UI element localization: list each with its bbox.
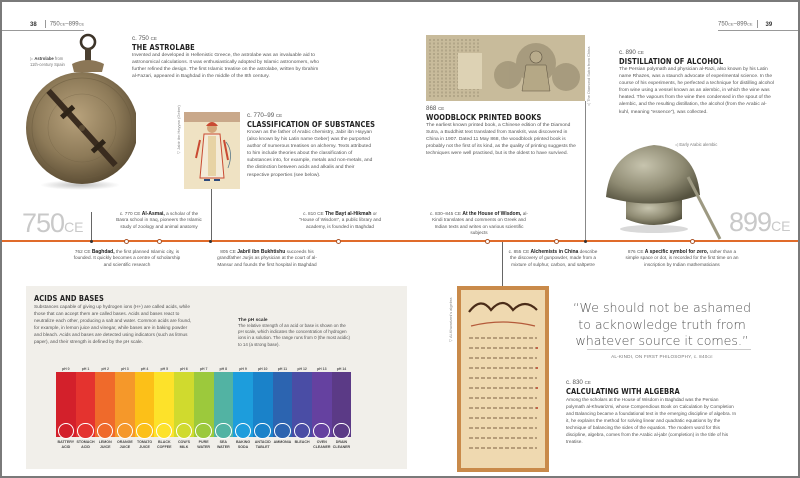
article-date	[132, 35, 320, 42]
event-title: Al-Asmai,	[141, 211, 165, 217]
timeline-event	[72, 249, 182, 268]
timeline-connector	[502, 242, 503, 286]
ph-substance-name: COW'S MILK	[177, 440, 190, 449]
timeline-dot	[485, 239, 490, 244]
timeline-event	[624, 249, 740, 268]
ph-bar	[253, 372, 273, 437]
ph-substance-name: ORANGE JUICE	[117, 440, 133, 449]
article-algebra	[566, 379, 738, 445]
event-text: or "House of Wisdom", a public library and academy, is founded in Baghdad	[298, 211, 382, 229]
ph-label: pH 8	[219, 367, 228, 371]
article-title: CALCULATING WITH ALGEBRA	[566, 386, 680, 396]
timeline-event	[507, 249, 599, 268]
alembic-caption: ◁ Early Arabic alembic	[675, 142, 718, 147]
ph-body: The relative strength of an acid or base is shown on the pH scale, which indicates the concentration of hydrogen ions in a solution. The range runs from 0 (the most acidic) to 14 (a strong base).	[238, 323, 350, 347]
date-value: 868	[426, 105, 437, 112]
ph-bar	[115, 372, 135, 437]
ph-substance-name: SEA WATER	[216, 440, 230, 449]
ph-label: pH 3	[121, 367, 129, 371]
timeline-event	[426, 211, 532, 236]
ph-label: pH 0	[62, 367, 70, 371]
ph-label: pH 1	[81, 367, 90, 371]
event-text: the first planned Islamic city, is founded. It quickly becomes a centre of scholarship and scientific research	[73, 249, 181, 267]
timeline-marker	[584, 240, 587, 243]
folio-range-to: –899	[733, 21, 747, 28]
article-title: WOODBLOCK PRINTED BOOKS	[426, 112, 542, 122]
alembic-image	[596, 137, 726, 247]
ph-bar	[214, 372, 234, 437]
article-body: The Persian polymath and physician al-Razi, also known by his Latin name Rhazes, was a staunch advocate of experimental science. In the course of his experiments, he perfected a technique for distilling alcohol from wine using a vessel known as an alembic, in which the wine was heated. The vapours from the wine then condensed in the spout of the alembic, and the resulting distillation, the alcohol (from the Arabic al-kuhl, meaning "essence"), was collected.	[619, 67, 774, 115]
stomach-icon	[77, 423, 94, 440]
timeline-end-year	[729, 207, 791, 238]
ph-label: pH 4	[140, 367, 149, 371]
page-number-right: 39	[765, 21, 773, 28]
article-title: DISTILLATION OF ALCOHOL	[619, 56, 724, 66]
timeline-event	[298, 211, 382, 230]
event-date: c. 770 CE	[119, 211, 141, 216]
ph-title: The pH scale	[238, 318, 268, 323]
ph-label: pH 7	[199, 367, 208, 371]
date-era: CE	[438, 106, 445, 111]
article-body: The earliest known printed book, a Chinese edition of the Diamond Sutra, a Buddhist text translated from Sanskrit, was discovered in China in 1907. Dated 11 May 868, the woodblock printed book is probably not the first of its kind, as the quality of printing suggests the techniques were well practised, but is the oldest to have survived.	[426, 123, 576, 157]
ph-bar	[194, 372, 214, 437]
date-value: c. 830	[566, 379, 583, 386]
folio-right	[718, 20, 776, 28]
al-khwarizmi-manuscript-image	[457, 286, 549, 472]
timeline-line	[2, 240, 798, 242]
timeline-dot	[690, 239, 695, 244]
caption-bold: Astrolabe	[34, 56, 54, 61]
article-date	[426, 105, 576, 112]
year-value: 899	[729, 207, 772, 237]
folio-range-left: 750	[49, 21, 60, 28]
article-date	[566, 379, 738, 386]
ph-substance-name: BLACK COFFEE	[156, 440, 172, 449]
ph-substance-name: BAKING SODA	[235, 440, 251, 449]
ph-label: pH 12	[297, 367, 307, 371]
orange-icon	[117, 423, 134, 440]
event-date: c. 830–845 CE	[430, 211, 462, 216]
event-text: al-Kindi translates and comments on Greek and Indian texts and writes on various scientific subjects	[432, 211, 528, 235]
oven-icon	[313, 423, 330, 440]
folio-range-to: –899	[65, 21, 79, 28]
date-era: CE	[637, 50, 644, 55]
article-classification	[247, 112, 375, 179]
ph-substance-name: LEMON JUICE	[98, 440, 112, 449]
ph-bar	[135, 372, 155, 437]
article-date	[619, 49, 775, 56]
article-title: CLASSIFICATION OF SUBSTANCES	[247, 119, 376, 129]
ph-label: pH 10	[257, 367, 268, 371]
ph-label: pH 9	[239, 367, 247, 371]
caption-text: from 11th-century Spain	[30, 56, 65, 67]
folio-left	[26, 20, 84, 28]
ph-substance-names	[56, 440, 351, 449]
coffee-icon	[156, 423, 173, 440]
ph-bar	[273, 372, 293, 437]
ph-label: pH 5	[160, 367, 169, 371]
event-date: 876 CE	[627, 249, 644, 254]
ph-bar	[95, 372, 115, 437]
folio-rule-right	[718, 30, 798, 31]
timeline-event	[212, 249, 322, 268]
tablet-icon	[254, 423, 271, 440]
event-text: a scholar of the Basra school in Iraq, pioneers the Islamic study of zoology and animal anatomy	[116, 211, 202, 229]
ph-substance-name: BATTERY ACID	[57, 440, 75, 449]
timeline-event	[116, 211, 202, 230]
ph-substance-name: STOMACH ACID	[76, 440, 95, 449]
drain-spray-icon	[333, 423, 350, 440]
baking-soda-icon	[235, 423, 252, 440]
event-title: At the House of Wisdom,	[462, 211, 522, 217]
ph-bar	[76, 372, 96, 437]
folio-era: CE	[728, 21, 734, 27]
event-title: A specific symbol for zero,	[644, 249, 709, 255]
ph-label: pH 2	[101, 367, 110, 371]
timeline-marker	[209, 240, 212, 243]
al-khwarizmi-caption: ▽ Al-Khwarizmi's algebra	[448, 297, 453, 342]
page-number-left: 38	[30, 21, 37, 28]
event-date: 762 CE	[74, 249, 91, 254]
date-value: c. 750	[132, 35, 149, 42]
folio-era: CE	[78, 21, 85, 27]
event-title: The Bayt al-Hikmah	[325, 211, 372, 217]
year-era: CE	[771, 218, 791, 234]
date-value: c. 770–99	[247, 112, 275, 119]
pull-quote: “We should not be ashamed to acknowledge truth from whatever source it comes.”	[572, 300, 752, 348]
quote-source-era: CE	[707, 355, 713, 359]
quote-rule	[587, 349, 751, 350]
timeline-dot	[336, 239, 341, 244]
ph-label: pH 13	[317, 367, 327, 371]
article-body: Among the scholars at the House of Wisdom in Baghdad was the Persian polymath al-Khwarizmi, whose Compendious Book on Calculation by Completion and Balancing became a foundational text in the emerging discipline of algebra. In it, he explains the method for solving linear and quadratic equations by the technique of balancing the sides of the equation. The modern word for this discipline, algebra, comes from the Arabic al-jabr (completion) in the title of his treatise.	[566, 397, 737, 444]
ph-substance-name: TOMATO JUICE	[137, 440, 153, 449]
milk-bottle-icon	[176, 423, 193, 440]
ph-substance-name: AMMONIA	[273, 440, 292, 444]
ph-bar	[174, 372, 194, 437]
ph-bar	[312, 372, 332, 437]
caption-marker-icon: ▷	[30, 56, 34, 61]
article-body: Invented and developed in Hellenistic Greece, the astrolabe was an invaluable aid to astronomical calculations. It was enthusiastically adopted by Islamic astronomers, who further refined the design. The first Islamic treatise on the astrolabe, written by Ibrahim al-Fazari, appeared in Baghdad in the middle of the 8th century.	[132, 53, 320, 80]
ph-bar	[332, 372, 352, 437]
event-date: c. 810 CE	[303, 211, 324, 216]
acids-panel-intro	[34, 293, 196, 345]
panel-body: Substances capable of giving up hydrogen ions (H+) are called acids, while those that can accept them are called bases. Acids and bases react to neutralize each other, producing a salt and water. Common acids are found, for example, in lemon juice and vinegar, while bases are in baking powder and bleach. Acids and bases are detected using indicators (such as litmus paper), and their strength is defined by the pH scale.	[34, 304, 192, 344]
article-astrolabe	[132, 35, 320, 80]
event-title: Baghdad,	[91, 249, 115, 255]
article-body: Known as the father of Arabic chemistry, Jabir ibn Hayyan (also known by his Latin name Geber) was the purported author of numerous treatises on alchemy. Texts attributed to him include theories about the classification of substances into, for example, metals and non-metals, and the distinction between acids and alkalis and their respective properties (see below).	[247, 130, 373, 178]
article-distillation	[619, 49, 775, 116]
book-spread	[2, 2, 798, 476]
ph-scale-note	[238, 318, 350, 348]
date-value: c. 890	[619, 49, 636, 56]
bleach-bottle-icon	[294, 423, 311, 440]
folio-era: CE	[746, 21, 753, 27]
event-title: Jabril ibn Bukhtishu	[237, 249, 286, 255]
timeline-dot	[124, 239, 129, 244]
ph-scale-bars	[56, 372, 351, 437]
folio-era: CE	[59, 21, 66, 27]
year-era: CE	[64, 219, 84, 235]
ph-bar	[154, 372, 174, 437]
folio-rule-left	[2, 30, 84, 31]
ph-substance-name: DRAIN CLEANER	[332, 440, 351, 449]
astrolabe-caption	[30, 56, 70, 67]
timeline-connector	[91, 212, 92, 240]
diamond-sutra-image	[426, 35, 585, 101]
date-era: CE	[150, 36, 157, 41]
year-value: 750	[22, 208, 65, 238]
jabir-caption: ▽ Jabir ibn Hayyan (Geber)	[176, 105, 181, 154]
timeline-dot	[157, 239, 162, 244]
event-date: c. 855 CE	[508, 249, 530, 254]
ph-substance-name: PURE WATER	[197, 440, 211, 449]
article-woodblock	[426, 105, 576, 157]
event-text: describe the discovery of gunpowder, made from a mixture of sulphur, carbon, and saltpetre	[510, 249, 598, 267]
waves-icon	[215, 423, 232, 440]
ph-bar	[233, 372, 253, 437]
folio-range-right: 750	[718, 21, 729, 28]
timeline-start-year	[22, 208, 84, 239]
timeline-connector	[211, 189, 212, 240]
water-glass-icon	[195, 423, 212, 440]
ph-label: pH 11	[277, 367, 288, 371]
event-title: Alchemists in China	[530, 249, 579, 255]
ph-value-labels	[56, 367, 351, 371]
diamond-sutra-caption: ◁ The Diamond Sutra from China	[586, 46, 591, 106]
ph-substance-name: ANTACID TABLET	[254, 440, 271, 449]
date-era: CE	[275, 113, 283, 118]
timeline-connector	[585, 101, 586, 240]
date-era: CE	[584, 380, 591, 385]
article-date	[247, 112, 375, 119]
ph-label: pH 6	[180, 367, 188, 371]
article-title: THE ASTROLABE	[132, 42, 195, 52]
battery-icon	[58, 423, 75, 440]
jabir-ibn-hayyan-image	[184, 112, 240, 189]
timeline-marker	[90, 240, 93, 243]
event-date: 805 CE	[220, 249, 236, 254]
tomato-icon	[136, 423, 153, 440]
event-text: rather than a simple space or dot, is recorded for the first time on an inscription by Indian mathematicians	[625, 249, 739, 267]
panel-title: ACIDS AND BASES	[34, 293, 104, 303]
quote-source-text: AL-KINDI, ON FIRST PHILOSOPHY, c. 840	[611, 354, 708, 359]
quote-source	[562, 354, 762, 359]
lemon-icon	[97, 423, 114, 440]
ph-label: pH 14	[336, 367, 347, 371]
ph-bar	[292, 372, 312, 437]
ph-substance-name: BLEACH	[294, 440, 310, 444]
timeline-dot	[554, 239, 559, 244]
ammonia-icon	[274, 423, 291, 440]
event-text: succeeds his grandfather Jurjis as physician at the court of al-Mansur and founds the first hospital in Baghdad	[217, 249, 317, 267]
ph-substance-name: OVEN CLEANER	[313, 440, 331, 449]
ph-bar	[56, 372, 76, 437]
